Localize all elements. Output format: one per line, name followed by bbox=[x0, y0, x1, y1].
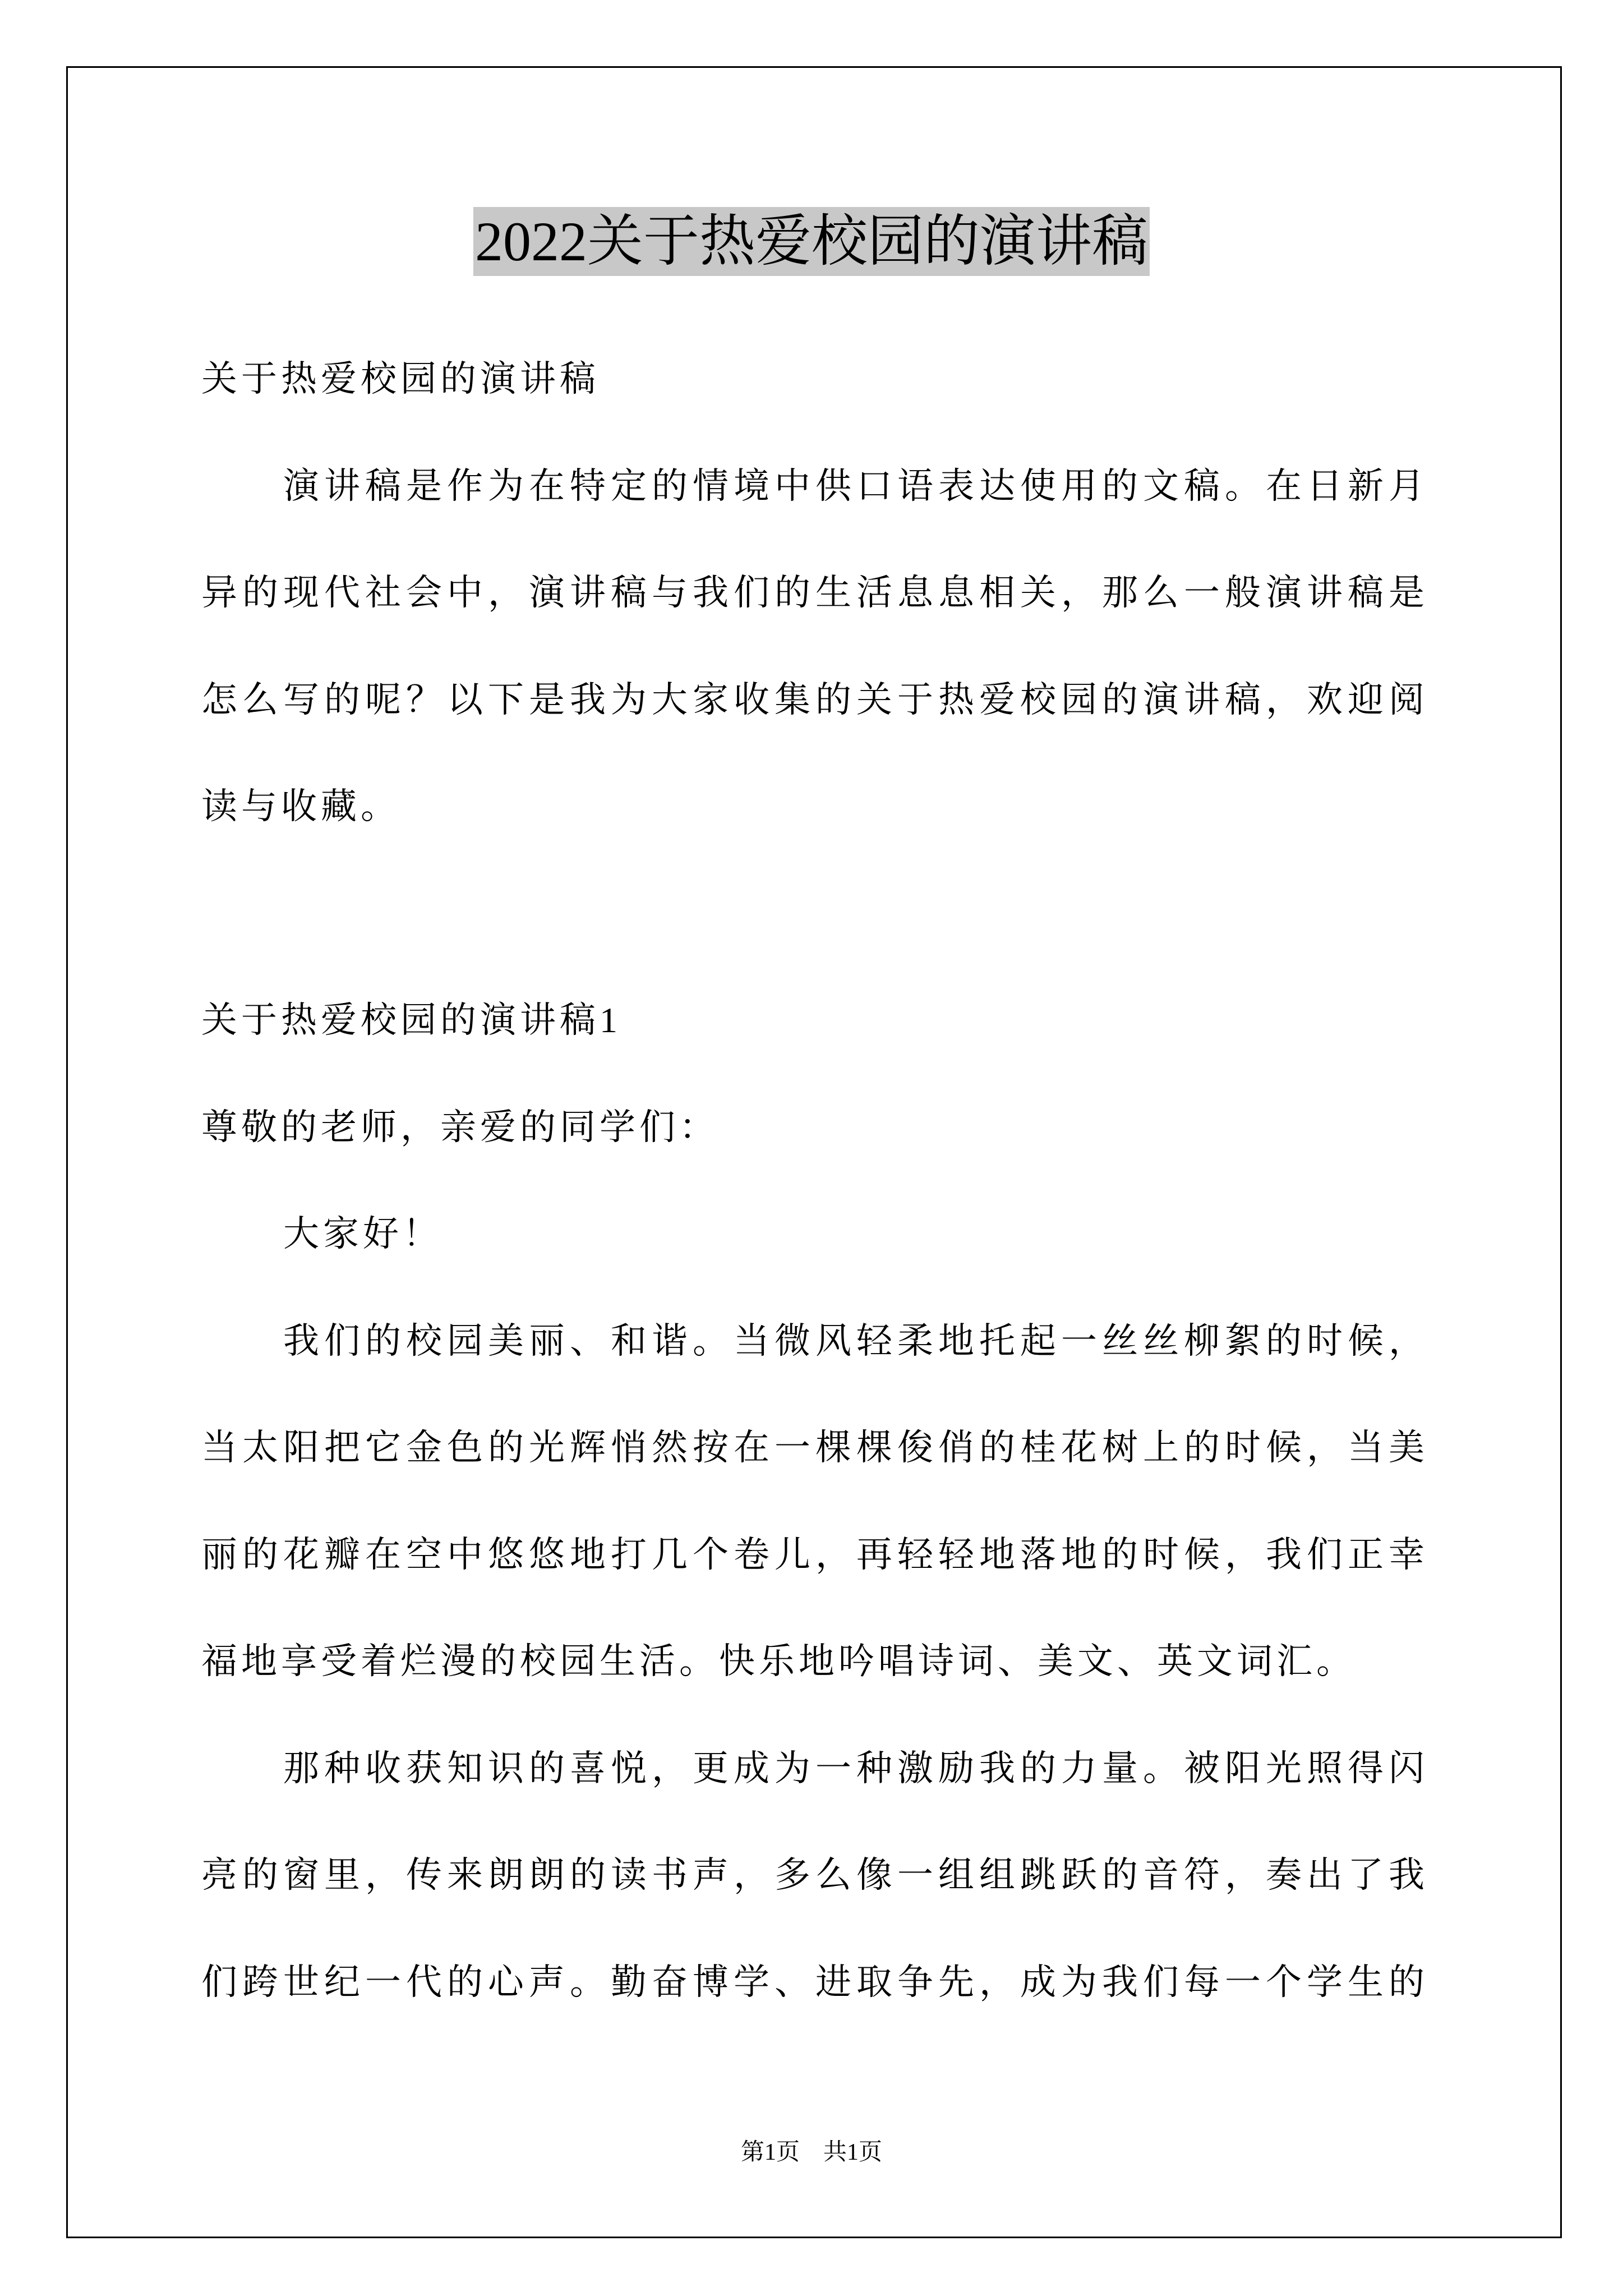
paragraph-1-line: 我们的校园美丽、和谐。当微风轻柔地托起一丝丝柳絮的时候， bbox=[283, 1320, 1428, 1361]
paragraph-2-line: 们跨世纪一代的心声。勤奋博学、进取争先，成为我们每一个学生的 bbox=[201, 1962, 1428, 2002]
section-heading: 关于热爱校园的演讲稿1 bbox=[201, 1000, 621, 1040]
blank-line bbox=[201, 861, 1428, 968]
document-subtitle: 关于热爱校园的演讲稿 bbox=[201, 359, 600, 399]
intro-line: 异的现代社会中，演讲稿与我们的生活息息相关，那么一般演讲稿是 bbox=[201, 573, 1428, 613]
paragraph-1-line: 丽的花瓣在空中悠悠地打几个卷儿，再轻轻地落地的时候，我们正幸 bbox=[201, 1534, 1428, 1575]
paragraph-1-line: 当太阳把它金色的光辉悄然按在一棵棵俊俏的桂花树上的时候，当美 bbox=[201, 1428, 1428, 1467]
greeting: 大家好！ bbox=[283, 1214, 442, 1254]
paragraph-1-line: 福地享受着烂漫的校园生活。快乐地吟唱诗词、美文、英文词汇。 bbox=[201, 1641, 1356, 1681]
paragraph-2-line: 亮的窗里，传来朗朗的读书声，多么像一组组跳跃的音符，奏出了我 bbox=[201, 1855, 1428, 1895]
document-title: 2022关于热爱校园的演讲稿 bbox=[473, 207, 1150, 276]
intro-line: 读与收藏。 bbox=[201, 786, 400, 826]
salutation: 尊敬的老师，亲爱的同学们： bbox=[201, 1107, 719, 1147]
page-number-footer: 第1页 共1页 bbox=[740, 2139, 882, 2165]
intro-line: 怎么写的呢？以下是我为大家收集的关于热爱校园的演讲稿，欢迎阅 bbox=[201, 679, 1428, 720]
title-area bbox=[0, 207, 1623, 276]
paragraph-2-line: 那种收获知识的喜悦，更成为一种激励我的力量。被阳光照得闪 bbox=[283, 1748, 1428, 1788]
intro-line: 演讲稿是作为在特定的情境中供口语表达使用的文稿。在日新月 bbox=[283, 466, 1428, 506]
document-body bbox=[201, 326, 1428, 2036]
